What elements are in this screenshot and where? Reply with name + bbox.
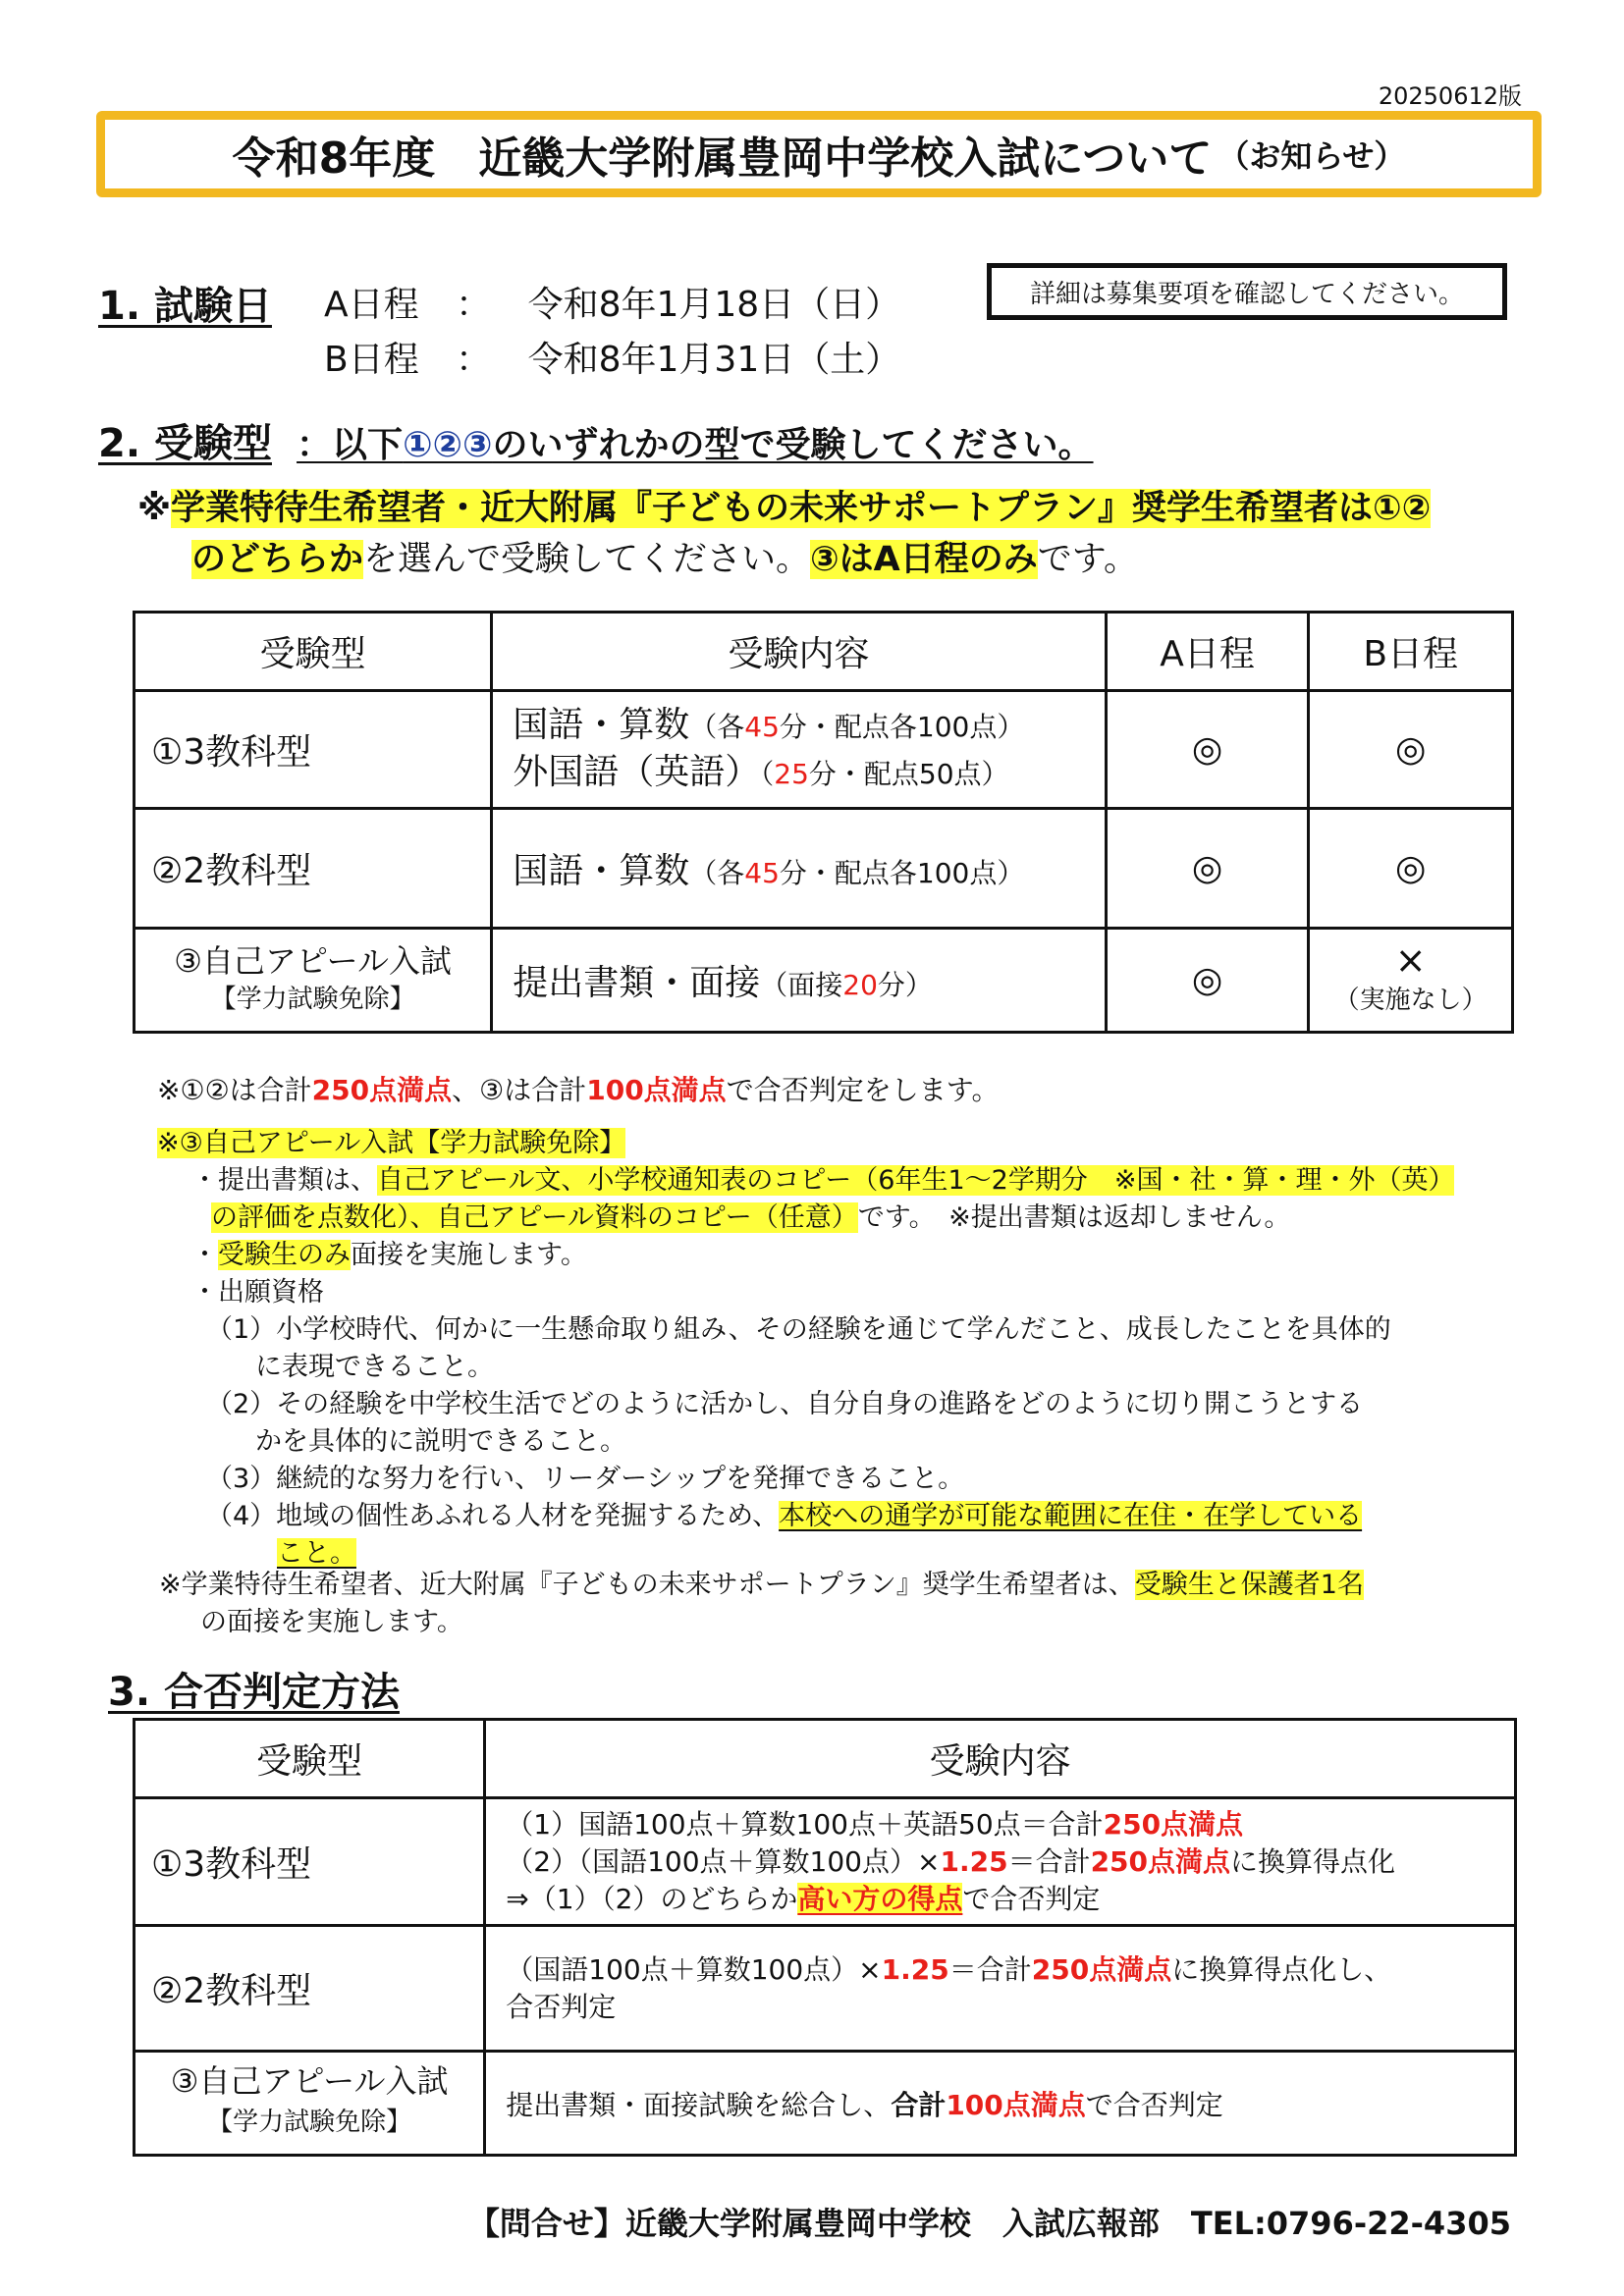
notice-highlight-1: 学業特待生希望者・近大附属『子どもの未来サポートプラン』奨学生希望者は①② (171, 489, 1432, 528)
page-title: 令和8年度 近畿大学附属豊岡中学校入試について (232, 133, 1213, 184)
notice-highlight-2: のどちらか (191, 540, 364, 579)
section2-text-post: のいずれかの型で受験してください。 (492, 425, 1094, 465)
row1-line1-a: （各 (689, 710, 745, 743)
row1-line2-b: 分・配点50点） (808, 757, 1009, 790)
row3-line1-main: 提出書類・面接 (513, 963, 761, 1003)
table-row (135, 691, 1513, 809)
section2-instruction (297, 425, 1093, 465)
t2-r2-l1-a: （国語100点＋算数100点）× (506, 1952, 882, 1986)
t2-r3-bold: 合計 (891, 2088, 947, 2121)
note1-red2: 100点満点 (586, 1074, 727, 1106)
section2-line (98, 412, 1094, 468)
t2-r3-b: で合否判定 (1085, 2088, 1223, 2121)
eligibility-2b: かを具体的に説明できること。 (255, 1426, 626, 1457)
page-subtitle: （お知らせ） (1218, 137, 1406, 175)
t2-row2-type: ②2教科型 (135, 1926, 485, 2052)
row3-line1-red: 20 (842, 969, 878, 1001)
t2-r3-a: 提出書類・面接試験を総合し、 (506, 2088, 892, 2121)
schedule-a-date: 令和8年1月18日（日） (527, 285, 901, 325)
t2-row1-type: ①3教科型 (135, 1798, 485, 1926)
self-appeal-notes (157, 1125, 1532, 1573)
t2-r2-l1-b: ＝合計 (948, 1952, 1032, 1986)
row1-b-mark: ◎ (1309, 691, 1513, 809)
row3-a-mark: ◎ (1106, 929, 1309, 1033)
schedule-b-sep: ： (456, 340, 492, 380)
interview-line-hl: 受験生のみ (218, 1240, 351, 1270)
docs-line2-hl: の評価を点数化）、自己アピール資料のコピー（任意） (211, 1202, 858, 1233)
table-header-row (135, 613, 1513, 691)
notice-end: です。 (1037, 540, 1138, 579)
schedule-a-sep: ： (456, 285, 492, 325)
t2-r1-l2-red1: 1.25 (940, 1844, 1008, 1878)
t2-r3-type-main: ③自己アピール入試 (170, 2062, 449, 2100)
note1-a: ※①②は合計 (157, 1074, 312, 1106)
t2-r3-type-sub: 【学力試験免除】 (207, 2108, 412, 2137)
schedule-b-label: B日程 (324, 340, 419, 380)
table-row (135, 1798, 1516, 1926)
section1-heading: 1. 試験日 (98, 284, 272, 329)
self-appeal-heading: ※③自己アピール入試【学力試験免除】 (157, 1128, 626, 1158)
t2-r1-l2-b: ＝合計 (1007, 1844, 1091, 1878)
contact-footer: 【問合せ】近畿大学附属豊岡中学校 入試広報部 TEL:0796-22-4305 (467, 2205, 1511, 2242)
row1-a-mark: ◎ (1106, 691, 1309, 809)
t2-r1-l3-hl: 高い方の得点 (797, 1882, 963, 1915)
row1-line1-red: 45 (744, 710, 780, 743)
t2-r1-l1-red: 250点満点 (1103, 1807, 1244, 1841)
row2-line1-a: （各 (689, 857, 745, 889)
section3-heading: 3. 合否判定方法 (108, 1670, 400, 1715)
schedule-a-label: A日程 (324, 285, 419, 325)
t2-row2-content (485, 1926, 1516, 2052)
schedule-b-date: 令和8年1月31日（土） (527, 340, 901, 380)
row3-line1-a: （面接 (760, 969, 843, 1001)
row3-type-main: ③自己アピール入試 (174, 942, 452, 980)
judgement-table (133, 1718, 1517, 2157)
exam-type-table (133, 611, 1514, 1034)
interview-line-b: 面接を実施します。 (351, 1240, 587, 1270)
note1-c: で合否判定をします。 (726, 1074, 1000, 1106)
row1-line2-red: 25 (774, 757, 809, 790)
notice-mid: を選んで受験してください。 (363, 540, 811, 579)
eligibility-4-hl2: こと。 (277, 1538, 356, 1569)
row2-content (492, 809, 1107, 929)
row3-content (492, 929, 1107, 1033)
header-a-schedule: A日程 (1106, 613, 1309, 691)
eligibility-4-hl: 本校への通学が可能な範囲に在住・在学している (779, 1501, 1363, 1531)
t2-r1-l3-a: ⇒（1）（2）のどちらか (506, 1882, 798, 1915)
notice-highlight-3: ③はA日程のみ (810, 540, 1038, 579)
eligibility-1a: （1）小学校時代、何かに一生懸命取り組み、その経験を通じて学んだこと、成長したことを具体的 (206, 1314, 1391, 1345)
t2-r2-l1-red2: 250点満点 (1031, 1952, 1172, 1986)
row2-line1-main: 国語・算数 (513, 851, 690, 891)
eligibility-4a: （4）地域の個性あふれる人材を発掘するため、 (206, 1501, 780, 1531)
t2-r1-l2-c: に換算得点化 (1230, 1844, 1396, 1878)
schedule-b (324, 332, 900, 382)
row2-type: ②2教科型 (135, 809, 492, 929)
row2-b-mark: ◎ (1309, 809, 1513, 929)
docs-line1-hl: 自己アピール文、小学校通知表のコピー（6年生1～2学期分 ※国・社・算・理・外（英） (377, 1165, 1455, 1196)
t2-r1-l3-b: で合否判定 (962, 1882, 1101, 1915)
t2-header-type: 受験型 (135, 1720, 485, 1798)
header-exam-type: 受験型 (135, 613, 492, 691)
row3-b-mark: × (1394, 938, 1427, 982)
title-banner (96, 111, 1542, 197)
scholarship-b: の面接を実施します。 (200, 1607, 463, 1637)
t2-r1-l2-red2: 250点満点 (1090, 1844, 1231, 1878)
details-note-box: 詳細は募集要項を確認してください。 (987, 263, 1507, 320)
t2-row3-type (135, 2052, 485, 2156)
scholarship-hl: 受験生と保護者1名 (1134, 1570, 1364, 1600)
docs-line1-a: ・提出書類は、 (191, 1165, 377, 1196)
row3-line1-b: 分） (877, 969, 933, 1001)
row1-line1-main: 国語・算数 (513, 704, 690, 745)
header-exam-content: 受験内容 (492, 613, 1107, 691)
section2-text-nums: ①②③ (403, 425, 493, 465)
eligibility-2a: （2）その経験を中学校生活でどのように活かし、自分自身の進路をどのように切り開こうとする (206, 1389, 1364, 1419)
eligibility-heading: ・出願資格 (191, 1277, 324, 1308)
interview-line-a: ・ (191, 1240, 218, 1270)
row3-b-cell (1309, 929, 1513, 1033)
section2-heading: 2. 受験型 (98, 421, 272, 466)
table-header-row (135, 1720, 1516, 1798)
row2-line1-red: 45 (744, 857, 780, 889)
table-row (135, 809, 1513, 929)
row2-line1-b: 分・配点各100点） (779, 857, 1025, 889)
t2-r2-l1-red1: 1.25 (881, 1952, 949, 1986)
note1-red1: 250点満点 (311, 1074, 453, 1106)
section2-notice (137, 483, 1532, 585)
row3-type (135, 929, 492, 1033)
row1-line2-main: 外国語（英語） (513, 751, 761, 792)
schedule-a (324, 277, 900, 327)
row3-b-sub: （実施なし） (1333, 986, 1488, 1015)
row2-a-mark: ◎ (1106, 809, 1309, 929)
row1-line2-a: （ (760, 757, 775, 790)
note1-b: 、③は合計 (452, 1074, 587, 1106)
t2-row3-content (485, 2052, 1516, 2156)
row1-type: ①3教科型 (135, 691, 492, 809)
t2-r3-red: 100点満点 (946, 2088, 1086, 2121)
t2-r2-l2: 合否判定 (506, 1990, 617, 2023)
header-b-schedule: B日程 (1309, 613, 1513, 691)
table-row (135, 2052, 1516, 2156)
row1-content (492, 691, 1107, 809)
t2-row1-content (485, 1798, 1516, 1926)
eligibility-1b: に表現できること。 (255, 1352, 494, 1382)
section2-text-pre: ：以下 (297, 425, 404, 465)
version-label: 20250612版 (1378, 82, 1522, 110)
docs-line2-b: です。 ※提出書類は返却しません。 (857, 1202, 1291, 1233)
t2-r1-l2-a: （2）（国語100点＋算数100点）× (506, 1844, 941, 1878)
scholarship-a: ※学業特待生希望者、近大附属『子どもの未来サポートプラン』奨学生希望者は、 (159, 1570, 1135, 1600)
table-row (135, 929, 1513, 1033)
notice-mark: ※ (137, 489, 172, 528)
table-row (135, 1926, 1516, 2052)
scholarship-note (159, 1567, 1534, 1641)
scoring-note (157, 1072, 999, 1109)
t2-r2-l1-c: に換算得点化し、 (1171, 1952, 1392, 1986)
eligibility-3: （3）継続的な努力を行い、リーダーシップを発揮できること。 (206, 1464, 965, 1494)
t2-header-content: 受験内容 (485, 1720, 1516, 1798)
t2-r1-l1-a: （1）国語100点＋算数100点＋英語50点＝合計 (506, 1807, 1104, 1841)
row3-type-sub: 【学力試験免除】 (210, 985, 415, 1014)
row1-line1-b: 分・配点各100点） (779, 710, 1025, 743)
